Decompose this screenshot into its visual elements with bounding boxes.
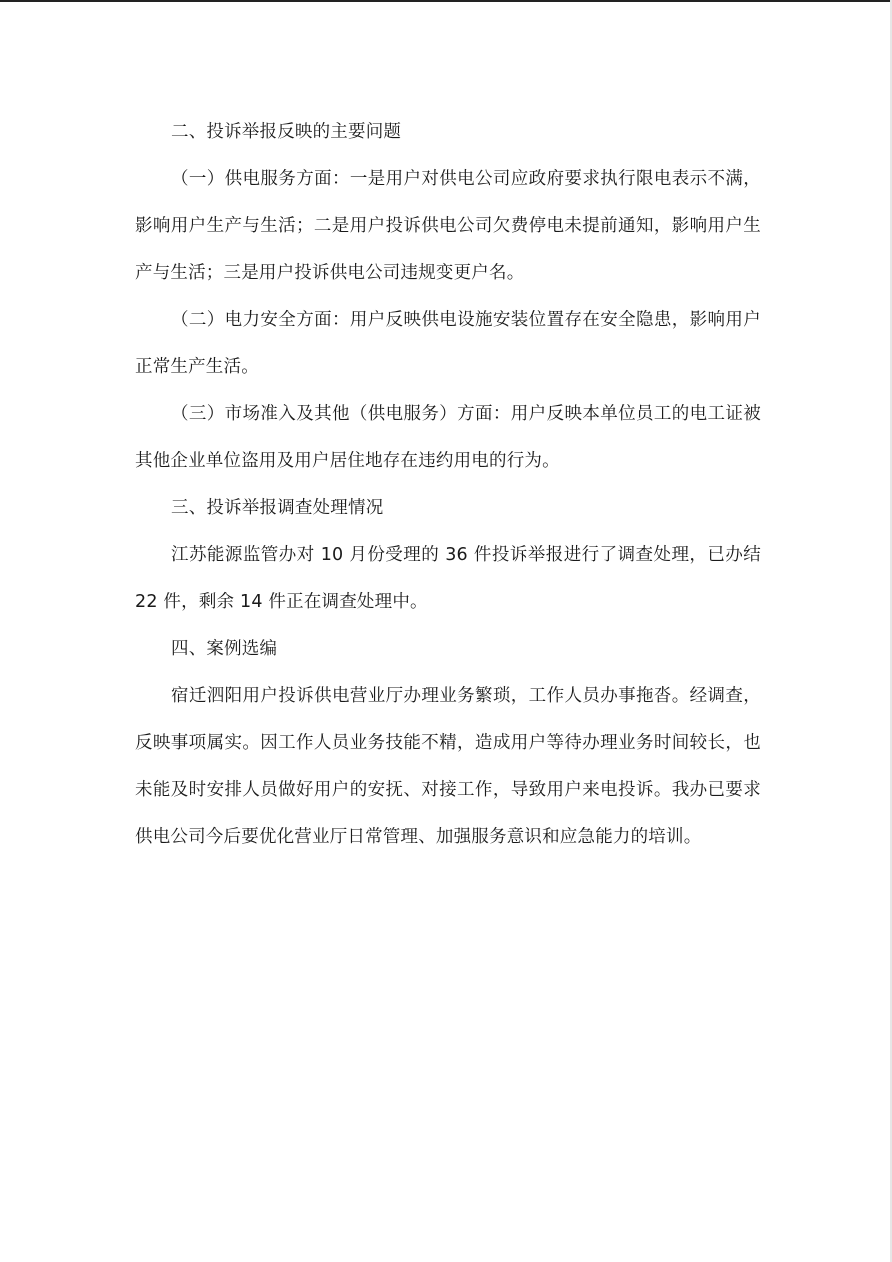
section-2-item-1: （一）供电服务方面：一是用户对供电公司应政府要求执行限电表示不满，影响用户生产与生活；二是用户投诉供电公司欠费停电未提前通知，影响用户生产与生活；三是用户投诉供电公司违规变更户名。 [135,169,761,283]
section-2-item-2: （二）电力安全方面：用户反映供电设施安装位置存在安全隐患，影响用户正常生产生活。 [135,310,761,377]
section-2-heading: 二、投诉举报反映的主要问题 [171,122,402,142]
page-top-border [0,0,892,2]
section-3-body: 江苏能源监管办对 10 月份受理的 36 件投诉举报进行了调查处理，已办结 22 件，剩余 14 件正在调查处理中。 [135,545,761,612]
section-4-heading: 四、案例选编 [171,639,278,659]
document-page [135,109,761,861]
section-4-body: 宿迁泗阳用户投诉供电营业厅办理业务繁琐，工作人员办事拖沓。经调查，反映事项属实。因工作人员业务技能不精，造成用户等待办理业务时间较长，也未能及时安排人员做好用户的安抚、对接工作，导致用户来电投诉。我办已要求供电公司今后要优化营业厅日常管理、加强服务意识和应急能力的培训。 [135,686,761,847]
section-3-heading: 三、投诉举报调查处理情况 [171,498,384,518]
section-2-item-3: （三）市场准入及其他（供电服务）方面：用户反映本单位员工的电工证被其他企业单位盗用及用户居住地存在违约用电的行为。 [135,404,761,471]
